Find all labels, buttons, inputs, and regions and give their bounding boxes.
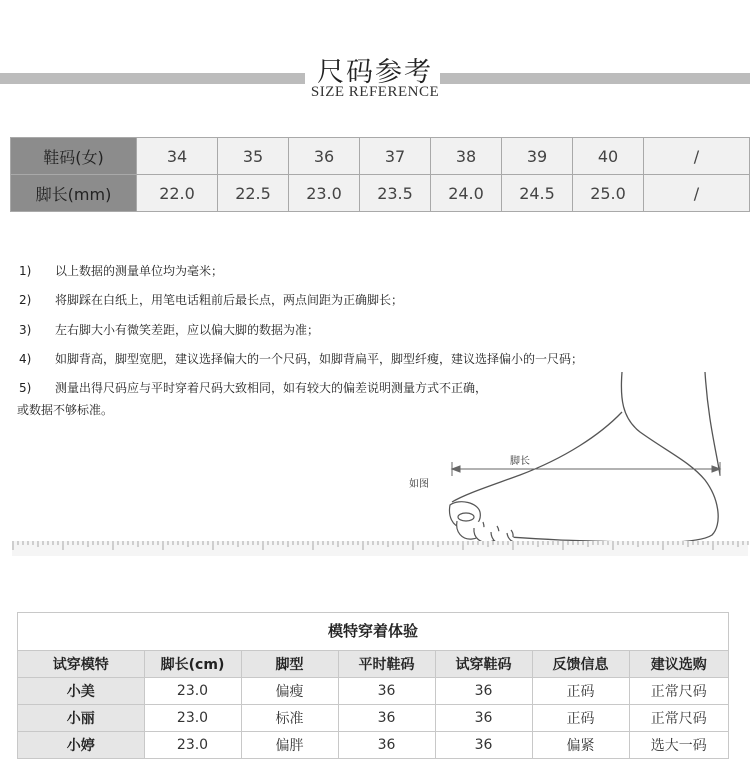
size-cell: 36 — [289, 138, 360, 175]
table-cell: 正码 — [532, 678, 629, 705]
model-name: 小美 — [18, 678, 144, 705]
length-cell: 24.5 — [502, 175, 573, 212]
note-item — [19, 321, 319, 338]
note-text: 如脚背高，脚型宽肥，建议选择偏大的一个尺码，如脚背扁平，脚型纤瘦，建议选择偏小的一尺码； — [55, 352, 584, 366]
length-cell: 23.5 — [360, 175, 431, 212]
foot-measure-illustration — [0, 360, 750, 570]
table-cell: 36 — [338, 732, 435, 759]
table-cell: 36 — [338, 678, 435, 705]
note-text: 以上数据的测量单位均为毫米； — [55, 264, 224, 278]
note-item — [19, 262, 223, 279]
table-cell: 偏瘦 — [241, 678, 338, 705]
col-header: 建议选购 — [629, 651, 728, 678]
size-row-shoe — [11, 138, 750, 175]
page-subtitle: SIZE REFERENCE — [310, 84, 440, 100]
model-name: 小丽 — [18, 705, 144, 732]
table-cell: 23.0 — [144, 678, 241, 705]
col-header: 脚型 — [241, 651, 338, 678]
table-cell: 23.0 — [144, 705, 241, 732]
length-cell: 22.5 — [218, 175, 289, 212]
table-cell: 偏紧 — [532, 732, 629, 759]
length-cell: / — [644, 175, 750, 212]
table-cell: 正常尺码 — [629, 678, 728, 705]
col-header: 平时鞋码 — [338, 651, 435, 678]
note-continuation: 或数据不够标准。 — [17, 403, 114, 417]
note-text: 测量出得尺码应与平时穿着尺码大致相同，如有较大的偏差说明测量方式不正确， — [55, 381, 488, 395]
size-cell: 39 — [502, 138, 573, 175]
note-number: 4) — [19, 352, 32, 366]
table-row — [18, 705, 728, 732]
model-name: 小婷 — [18, 732, 144, 759]
length-cell: 24.0 — [431, 175, 502, 212]
length-arrow — [452, 462, 720, 476]
size-cell: 35 — [218, 138, 289, 175]
table-row — [18, 732, 728, 759]
toes-icon — [450, 502, 521, 545]
model-table-header-row — [18, 651, 728, 678]
table-cell: 36 — [435, 705, 532, 732]
length-cell: 22.0 — [137, 175, 218, 212]
note-text: 将脚踩在白纸上，用笔电话粗前后最长点，两点间距为正确脚长； — [55, 293, 404, 307]
col-header: 脚长(cm) — [144, 651, 241, 678]
note-item — [19, 291, 403, 308]
col-header: 试穿鞋码 — [435, 651, 532, 678]
foot-outline-top — [705, 372, 720, 475]
note-number: 2) — [19, 293, 32, 307]
size-cell: 38 — [431, 138, 502, 175]
page-title: 尺码参考 — [317, 57, 433, 88]
foot-instep — [452, 412, 622, 502]
size-cell: 40 — [573, 138, 644, 175]
row-header-foot-length: 脚长(mm) — [11, 175, 137, 212]
note-number: 1) — [19, 264, 32, 278]
table-row — [18, 678, 728, 705]
col-header: 反馈信息 — [532, 651, 629, 678]
table-cell: 标准 — [241, 705, 338, 732]
model-fit-table — [17, 612, 729, 759]
table-cell: 偏胖 — [241, 732, 338, 759]
size-table — [10, 137, 750, 212]
table-cell: 36 — [435, 732, 532, 759]
ruler — [12, 541, 748, 556]
table-cell: 23.0 — [144, 732, 241, 759]
size-cell: 34 — [137, 138, 218, 175]
col-header: 试穿模特 — [18, 651, 144, 678]
note-number: 3) — [19, 323, 32, 337]
size-cell: / — [644, 138, 750, 175]
row-header-shoe-size: 鞋码(女) — [11, 138, 137, 175]
note-text: 左右脚大小有微笑差距，应以偏大脚的数据为准； — [55, 323, 320, 337]
size-row-foot-length — [11, 175, 750, 212]
size-cell: 37 — [360, 138, 431, 175]
table-cell: 选大一码 — [629, 732, 728, 759]
length-label: 脚长 — [510, 456, 530, 467]
note-number: 5) — [19, 381, 32, 395]
as-shown-label: 如图 — [409, 479, 429, 490]
length-cell: 25.0 — [573, 175, 644, 212]
table-cell: 正码 — [532, 705, 629, 732]
table-cell: 36 — [435, 678, 532, 705]
table-cell: 正常尺码 — [629, 705, 728, 732]
model-table-title: 模特穿着体验 — [18, 613, 728, 651]
table-cell: 36 — [338, 705, 435, 732]
length-cell: 23.0 — [289, 175, 360, 212]
